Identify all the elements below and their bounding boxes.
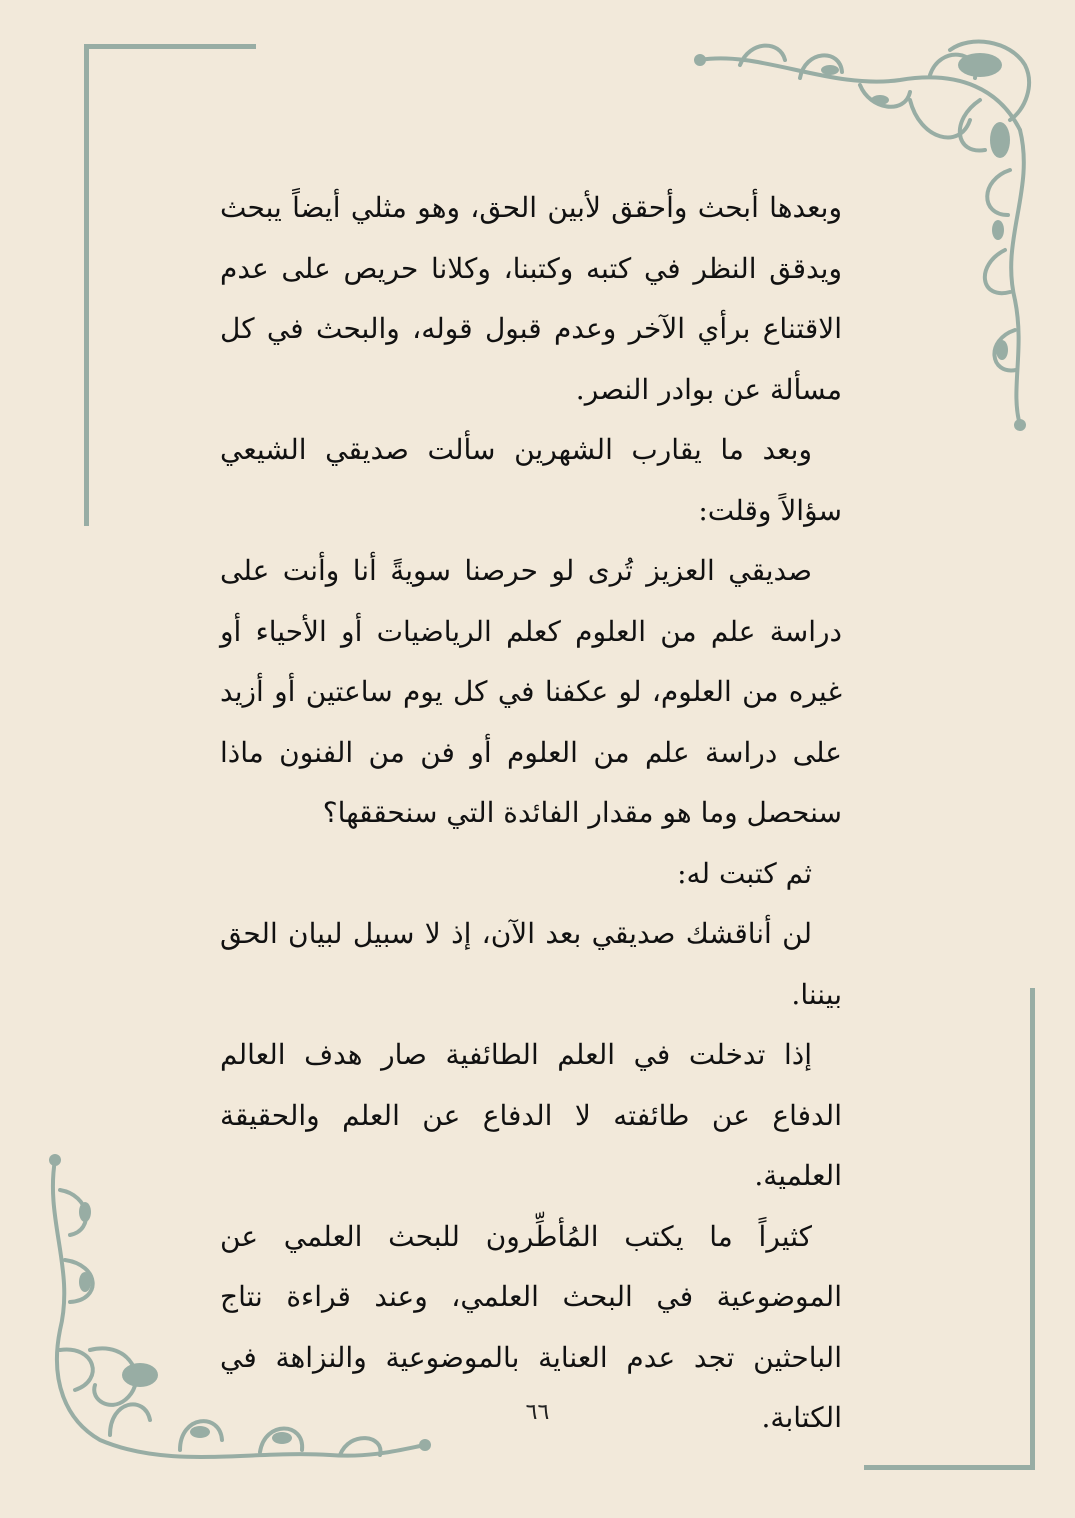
paragraph-4: ثم كتبت له: xyxy=(677,856,812,890)
paragraph-5: لن أناقشك صديقي بعد الآن، إذ لا سبيل لبيان الحق بيننا. xyxy=(220,917,842,1011)
frame-top-left-horizontal xyxy=(84,44,256,49)
page-number: ٦٦ xyxy=(525,1400,550,1425)
paragraph-6: إذا تدخلت في العلم الطائفية صار هدف العالم الدفاع عن طائفته لا الدفاع عن العلم والحقيقة العلمية. xyxy=(220,1038,842,1192)
frame-bottom-right-horizontal xyxy=(864,1465,1035,1470)
paragraph-2: وبعد ما يقارب الشهرين سألت صديقي الشيعي سؤالاً وقلت: xyxy=(220,433,842,527)
page-body-text xyxy=(220,178,842,1449)
paragraph-7: كثيراً ما يكتب المُأطِّرون للبحث العلمي عن الموضوعية في البحث العلمي، وعند قراءة نتاج الباحثين تجد عدم العناية بالموضوعية والنزاهة في الكتابة. xyxy=(220,1219,842,1434)
paragraph-3: صديقي العزيز تُرى لو حرصنا سويةً أنا وأنت على دراسة علم من العلوم كعلم الرياضيات أو الأحياء أو غيره من العلوم، لو عكفنا في كل يوم ساعتين أو أزيد على دراسة علم من العلوم أو فن من الفنون ماذا سنحصل وما هو مقدار الفائدة التي سنحققها؟ xyxy=(220,554,842,829)
frame-top-left-vertical xyxy=(84,44,89,526)
frame-bottom-right-vertical xyxy=(1030,988,1035,1470)
paragraph-1: وبعدها أبحث وأحقق لأبين الحق، وهو مثلي أيضاً يبحث ويدقق النظر في كتبه وكتبنا، وكلانا حريص على عدم الاقتناع برأي الآخر وعدم قبول قوله، والبحث في كل مسألة عن بوادر النصر. xyxy=(220,191,842,406)
